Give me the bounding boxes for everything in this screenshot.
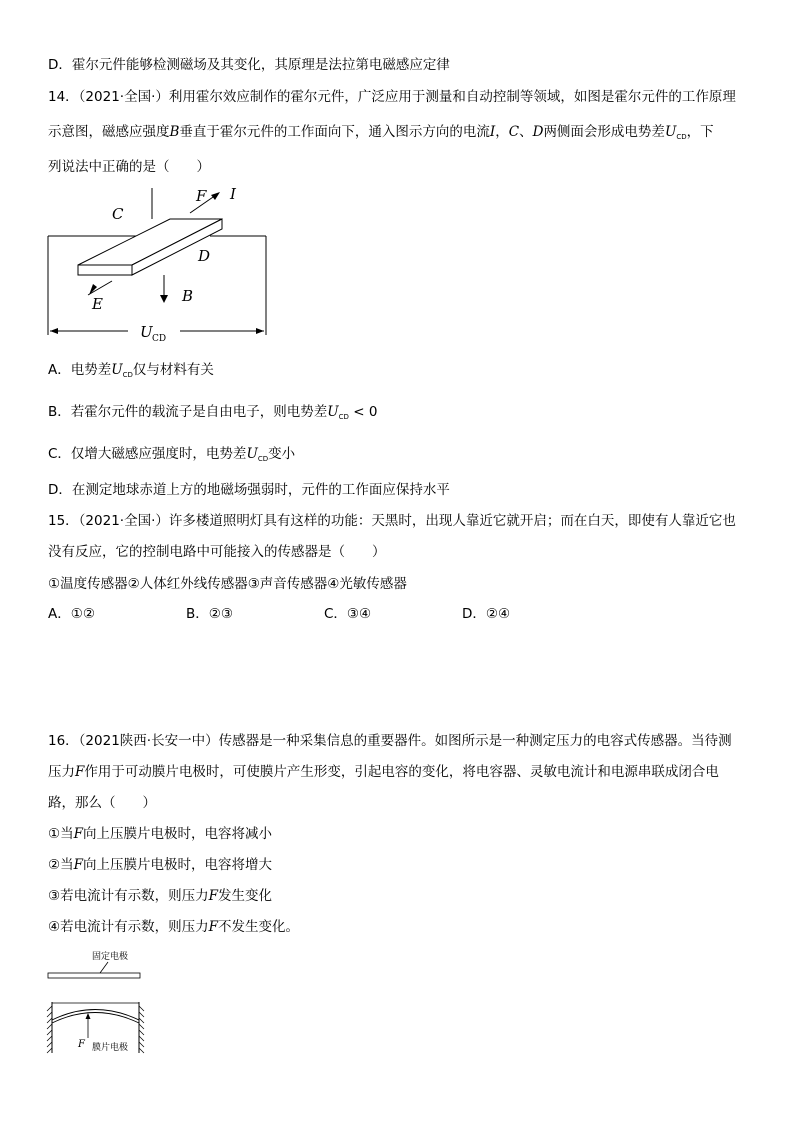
label-d: D: [198, 247, 211, 265]
q15-stem-line2: 没有反应，它的控制电路中可能接入的传感器是（ ）: [48, 544, 386, 560]
q14-option-a: A．电势差$U_{CD}$仅与材料有关: [48, 362, 214, 379]
label-b: B: [182, 287, 194, 305]
label-force: F: [78, 1039, 85, 1050]
q15-sensor-list: ①温度传感器②人体红外线传感器③声音传感器④光敏传感器: [48, 576, 407, 592]
label-f: F: [196, 187, 207, 205]
hall-element-figure: [40, 183, 280, 348]
q16-statement-3: ③若电流计有示数，则压力F发生变化: [48, 888, 272, 904]
q13-option-d: D．霍尔元件能够检测磁场及其变化，其原理是法拉第电磁感应定律: [48, 57, 450, 73]
q14-option-d: D．在测定地球赤道上方的地磁场强弱时，元件的工作面应保持水平: [48, 482, 450, 498]
q16-stem-line2: 压力F作用于可动膜片电极时，可使膜片产生形变，引起电容的变化，将电容器、灵敏电流计和电源串联成闭合电: [48, 764, 719, 780]
q14-stem-line1: 14．（2021·全国·）利用霍尔效应制作的霍尔元件，广泛应用于测量和自动控制等领域，如图是霍尔元件的工作原理: [48, 89, 736, 105]
capacitive-sensor-figure: [40, 946, 160, 1058]
q14-option-c: C．仅增大磁感应强度时，电势差$U_{CD}$变小: [48, 446, 296, 463]
q14-option-b: B．若霍尔元件的载流子是自由电子，则电势差$U_{CD} < 0$: [48, 404, 378, 421]
q16-statement-1: ①当F向上压膜片电极时，电容将减小: [48, 826, 272, 842]
q15-option-d: D．②④: [462, 606, 511, 622]
q16-statement-2: ②当F向上压膜片电极时，电容将增大: [48, 857, 272, 873]
label-membrane-electrode: 膜片电极: [92, 1043, 129, 1053]
q15-stem-line1: 15．（2021·全国·）许多楼道照明灯具有这样的功能：天黑时，出现人靠近它就开启；而在白天，即使有人靠近它也: [48, 513, 736, 529]
q16-stem-line1: 16．（2021陕西·长安一中）传感器是一种采集信息的重要器件。如图所示是一种测定压力的电容式传感器。当待测: [48, 733, 732, 749]
label-u-sub: CD: [152, 334, 167, 344]
label-u: U: [140, 323, 153, 341]
label-e: E: [92, 295, 103, 313]
label-i: I: [230, 185, 236, 203]
label-fixed-electrode: 固定电极: [92, 952, 129, 962]
q14-stem-line2: 示意图，磁感应强度B垂直于霍尔元件的工作面向下，通入图示方向的电流I，C、D两侧面会形成电势差$U_{CD}$，下: [48, 124, 714, 141]
q15-option-a: A．①②: [48, 606, 95, 622]
q15-option-c: C．③④: [324, 606, 372, 622]
label-c: C: [112, 205, 124, 223]
q16-stem-line3: 路，那么（ ）: [48, 795, 156, 811]
q15-option-b: B．②③: [186, 606, 233, 622]
q14-stem-line3: 列说法中正确的是（ ）: [48, 159, 210, 175]
q16-statement-4: ④若电流计有示数，则压力F不发生变化。: [48, 919, 299, 935]
